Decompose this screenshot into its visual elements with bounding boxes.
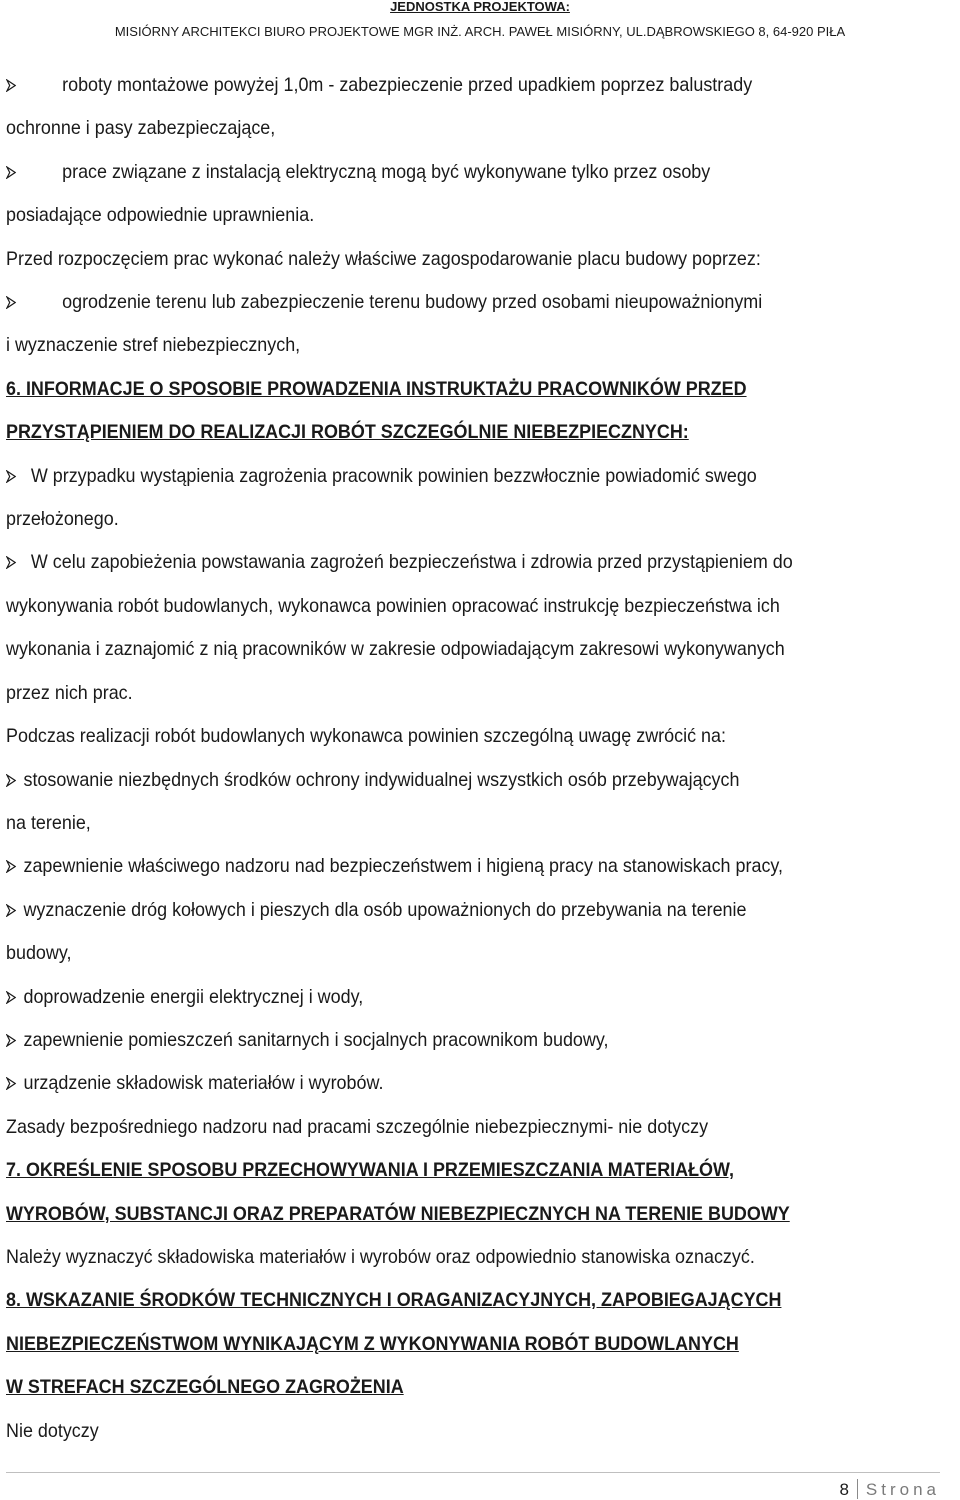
list-item-continuation: ochronne i pasy zabezpieczające, — [6, 117, 276, 140]
page-number-label — [839, 1479, 940, 1500]
list-item-text: urządzenie składowisk materiałów i wyrobów. — [23, 1072, 384, 1095]
list-item-text: wyznaczenie dróg kołowych i pieszych dla osób upoważnionych do przebywania na terenie — [23, 898, 747, 921]
arrow-bullet-icon — [6, 991, 16, 1004]
list-item-text: roboty montażowe powyżej 1,0m - zabezpieczenie przed upadkiem poprzez balustrady — [62, 74, 753, 96]
page-footer — [6, 1472, 940, 1499]
list-item-continuation: i wyznaczenie stref niebezpiecznych, — [6, 334, 301, 357]
list-item — [6, 64, 940, 107]
paragraph: Podczas realizacji robót budowlanych wykonawca powinien szczególną uwagę zwrócić na: — [6, 725, 726, 748]
section-heading-8-continuation: W STREFACH SZCZEGÓLNEGO ZAGROŻENIA — [6, 1376, 404, 1399]
section-heading-8: 8. WSKAZANIE ŚRODKÓW TECHNICZNYCH I ORAGANIZACYJNYCH, ZAPOBIEGAJĄCYCH — [6, 1289, 782, 1312]
list-item-text: ogrodzenie terenu lub zabezpieczenie terenu budowy przed osobami nieupoważnionymi — [62, 291, 763, 314]
paragraph: Należy wyznaczyć składowiska materiałów i wyrobów oraz odpowiednio stanowiska oznaczyć. — [6, 1245, 755, 1268]
page-word: Strona — [865, 1480, 940, 1499]
list-item-text: doprowadzenie energii elektrycznej i wody, — [23, 985, 364, 1008]
arrow-bullet-icon — [6, 774, 16, 787]
section-heading-7: 7. OKREŚLENIE SPOSOBU PRZECHOWYWANIA I PRZEMIESZCZANIA MATERIAŁÓW, — [6, 1159, 734, 1182]
list-item-text: W przypadku wystąpienia zagrożenia pracownik powinien bezzwłocznie powiadomić swego — [30, 464, 757, 487]
footer-separator — [857, 1479, 858, 1499]
paragraph: Przed rozpoczęciem prac wykonać należy właściwe zagospodarowanie placu budowy poprzez: — [6, 247, 761, 270]
list-item — [6, 541, 940, 584]
list-item-continuation: przez nich prac. — [6, 681, 133, 704]
arrow-bullet-icon — [6, 904, 16, 917]
list-item-continuation: posiadające odpowiednie uprawnienia. — [6, 204, 315, 227]
page-number: 8 — [839, 1480, 849, 1499]
list-item-text: zapewnienie pomieszczeń sanitarnych i socjalnych pracownikom budowy, — [23, 1028, 609, 1051]
arrow-bullet-icon — [6, 1077, 16, 1090]
list-item — [6, 1019, 940, 1062]
header-subtitle: MISIÓRNY ARCHITEKCI BIURO PROJEKTOWE MGR INŻ. ARCH. PAWEŁ MISIÓRNY, UL.DĄBROWSKIEGO 8, 64-920 PIŁA — [114, 24, 846, 39]
arrow-bullet-icon — [6, 556, 16, 569]
arrow-bullet-icon — [6, 470, 16, 483]
list-item — [6, 976, 940, 1019]
list-item-text: W celu zapobieżenia powstawania zagrożeń bezpieczeństwa i zdrowia przed przystąpieniem do — [30, 551, 793, 574]
header-title: JEDNOSTKA PROJEKTOWA: — [390, 0, 570, 14]
arrow-bullet-icon — [6, 860, 16, 873]
section-heading-7-continuation: WYROBÓW, SUBSTANCJI ORAZ PREPARATÓW NIEBEZPIECZNYCH NA TERENIE BUDOWY — [6, 1202, 790, 1225]
arrow-bullet-icon — [6, 296, 16, 309]
list-item — [6, 889, 940, 932]
list-item-continuation: budowy, — [6, 942, 72, 965]
arrow-bullet-icon — [6, 166, 16, 179]
arrow-bullet-icon — [6, 79, 16, 92]
list-item-continuation: wykonania i zaznajomić z nią pracowników w zakresie odpowiadającym zakresowi wykonywanych — [6, 638, 785, 661]
list-item-continuation: wykonywania robót budowlanych, wykonawca powinien opracować instrukcję bezpieczeństwa ich — [6, 594, 780, 617]
list-item — [6, 1062, 940, 1105]
list-item-continuation: przełożonego. — [6, 508, 119, 531]
list-item — [6, 281, 940, 324]
paragraph: Nie dotyczy — [6, 1419, 99, 1442]
list-item-text: zapewnienie właściwego nadzoru nad bezpieczeństwem i higieną pracy na stanowiskach pracy, — [23, 855, 784, 878]
page-header — [0, 0, 960, 41]
section-heading-6-continuation: PRZYSTĄPIENIEM DO REALIZACJI ROBÓT SZCZEGÓLNIE NIEBEZPIECZNYCH: — [6, 421, 689, 444]
arrow-bullet-icon — [6, 1034, 16, 1047]
paragraph: Zasady bezpośredniego nadzoru nad pracami szczególnie niebezpiecznymi- nie dotyczy — [6, 1115, 709, 1138]
list-item — [6, 455, 940, 498]
list-item-continuation: na terenie, — [6, 811, 91, 834]
document-body — [6, 64, 940, 1453]
list-item — [6, 151, 940, 194]
list-item-text: stosowanie niezbędnych środków ochrony indywidualnej wszystkich osób przebywających — [23, 768, 740, 791]
section-heading-8-continuation: NIEBEZPIECZEŃSTWOM WYNIKAJĄCYM Z WYKONYWANIA ROBÓT BUDOWLANYCH — [6, 1332, 739, 1355]
list-item-text: prace związane z instalacją elektryczną mogą być wykonywane tylko przez osoby — [62, 160, 711, 183]
list-item — [6, 759, 940, 802]
section-heading-6: 6. INFORMACJE O SPOSOBIE PROWADZENIA INSTRUKTAŻU PRACOWNIKÓW PRZED — [6, 377, 747, 400]
list-item — [6, 845, 940, 888]
